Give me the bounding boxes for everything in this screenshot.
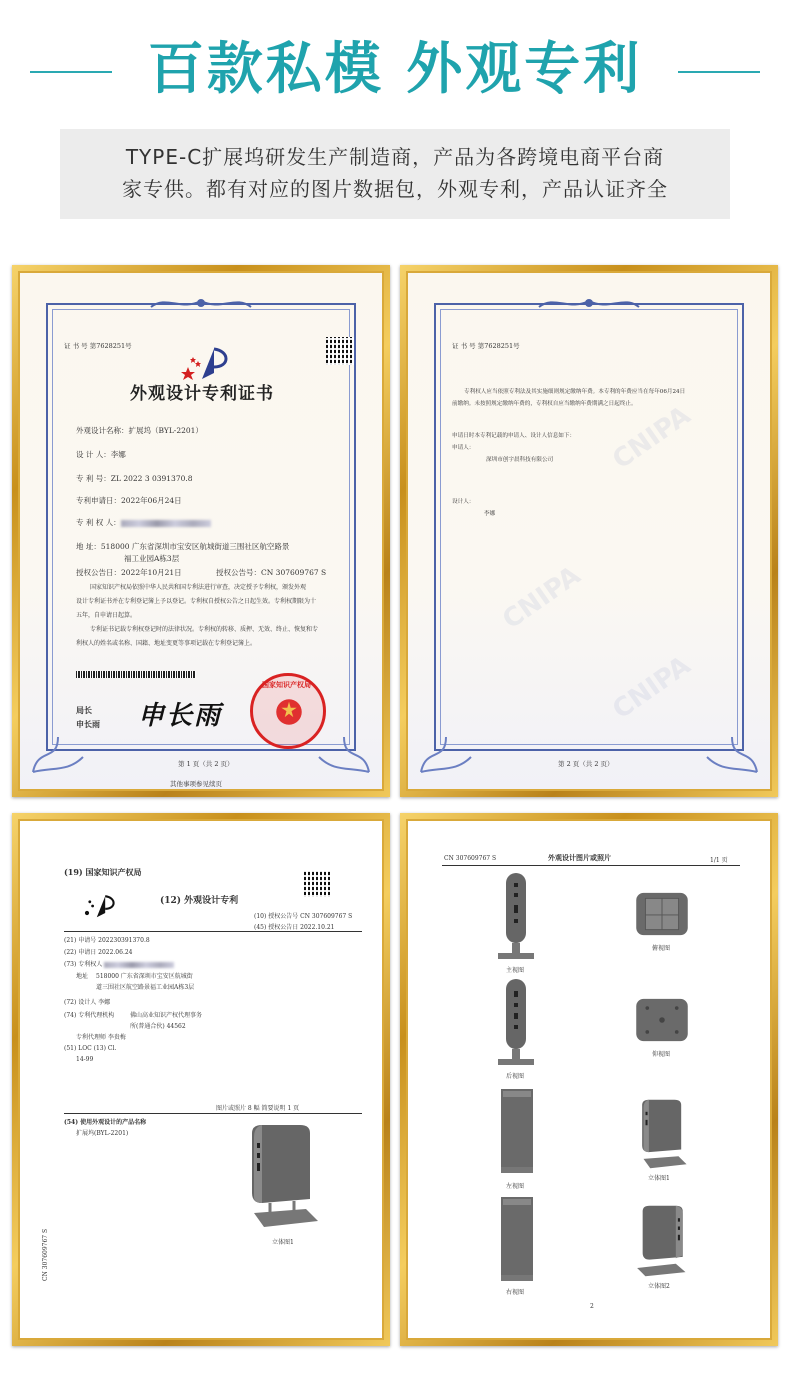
- patent-holder-label: 专 利 权 人：: [76, 518, 121, 527]
- agency-line-1: 佛山高业知识产权代理事务: [130, 1012, 203, 1019]
- side-code: CN 307609767 S: [42, 1228, 49, 1281]
- grant-date: (45) 授权公告日 2022.10.21: [254, 924, 335, 931]
- fee-line-2: 前缴纳。未按照规定缴纳年费的，专利权自应当缴纳年费期满之日起终止。: [452, 401, 637, 407]
- views-code: CN 307609767 S: [444, 855, 497, 862]
- cnipa-logo-icon: [80, 891, 122, 921]
- designer-label: 设计人：: [452, 499, 475, 505]
- body-line: 专利证书记载专利权登记时的法律状况。专利权的转移、质押、无效、终止、恢复和专: [90, 626, 319, 633]
- certificate-frame-2: [400, 265, 778, 797]
- perspective-2-icon: [634, 1203, 690, 1279]
- intro-box: [60, 129, 730, 219]
- product-label: (54) 使用外观设计的产品名称: [64, 1119, 147, 1126]
- blurred-holder-name: [121, 520, 211, 527]
- cert-number: 证 书 号 第7628251号: [64, 342, 132, 350]
- divider: [442, 865, 740, 866]
- ornament-corner-icon: [702, 717, 762, 777]
- ornament-corner-icon: [314, 717, 374, 777]
- loc-class: (51) LOC (13) Cl.: [64, 1045, 117, 1052]
- patent-number: 专 利 号：ZL 2022 3 0391370.8: [76, 474, 193, 483]
- page-title: 百款私模 外观专利: [147, 37, 643, 102]
- patent-holder-label: (73) 专利权人: [64, 961, 103, 968]
- seal-text: 国家知识产权局: [262, 680, 311, 689]
- watermark-text: CNIPA: [497, 560, 587, 636]
- agency-line-2: 所(普通合伙) 44562: [130, 1023, 186, 1030]
- address-label: 地址: [76, 973, 89, 980]
- agency-label: (74) 专利代理机构: [64, 1012, 115, 1019]
- bottom-view-icon: [634, 997, 690, 1043]
- intro-line-2: 家专供。都有对应的图片数据包，外观专利，产品认证齐全: [122, 177, 668, 201]
- left-view-icon: [496, 1087, 538, 1177]
- certificate-page-2: [408, 273, 770, 789]
- caption-front: 主视图: [506, 967, 525, 974]
- loc-value: 14-99: [76, 1056, 94, 1063]
- divider: [64, 931, 362, 932]
- divider: [64, 1113, 362, 1114]
- grant-number: (10) 授权公告号 CN 307609767 S: [254, 913, 353, 920]
- watermark-text: CNIPA: [607, 400, 697, 476]
- right-view-icon: [496, 1195, 538, 1285]
- gazette-page: [20, 821, 382, 1338]
- blurred-holder-name: [104, 962, 174, 968]
- body-line: 国家知识产权局依照中华人民共和国专利法进行审查，决定授予专利权，颁发外观: [90, 584, 307, 591]
- applicant-name: 深圳市创宇晨科技有限公司: [486, 457, 554, 463]
- body-line: 设计专利证书并在专利登记簿上予以登记。专利权自授权公告之日起生效。专利权期限为十: [76, 598, 317, 605]
- address-line-2: 道三围社区航空路景福工业园A栋3层: [96, 984, 195, 991]
- designer: 设 计 人：李娜: [76, 450, 126, 459]
- designer-name: 李娜: [484, 511, 496, 517]
- grant-date: 授权公告日：2022年10月21日: [76, 568, 182, 577]
- patent-holder: [64, 959, 174, 968]
- national-emblem-icon: [272, 695, 306, 729]
- gazette-frame: [12, 813, 390, 1346]
- ornament-top-icon: [146, 295, 256, 313]
- back-view-icon: [496, 977, 536, 1067]
- barcode-icon: [76, 671, 196, 678]
- caption-top: 俯视图: [652, 945, 671, 952]
- application-date: (22) 申请日 2022.06.24: [64, 949, 133, 956]
- summary: 图片或照片 8 幅 简要说明 1 页: [216, 1105, 300, 1112]
- body-line: 利权人的姓名或名称、国籍、地址变更等事项记载在专利登记簿上。: [76, 640, 257, 647]
- ornament-corner-icon: [416, 717, 476, 777]
- cert-number: 证 书 号 第7628251号: [452, 342, 520, 350]
- qr-code-icon: [304, 871, 330, 897]
- office-name: (19) 国家知识产权局: [64, 867, 142, 877]
- certificate-body: [76, 581, 366, 651]
- design-name: 外观设计名称：扩展坞（BYL-2201）: [76, 426, 203, 435]
- views-page-number: 2: [590, 1303, 594, 1310]
- caption-perspective-2: 立体图2: [648, 1283, 670, 1290]
- caption-bottom: 仰视图: [652, 1051, 671, 1058]
- patent-type: (12) 外观设计专利: [160, 896, 239, 906]
- director-title: 局长: [76, 705, 92, 715]
- record-note: 申请日时本专利记载的申请人、设计人信息如下：: [452, 433, 576, 439]
- footer-note: 其他事项参见续页: [170, 780, 222, 788]
- product-perspective-icon: [240, 1121, 320, 1231]
- designer: (72) 设计人 李娜: [64, 999, 111, 1006]
- grant-number: 授权公告号：CN 307609767 S: [216, 568, 327, 577]
- ornament-top-icon: [534, 295, 644, 313]
- patent-holder: [76, 517, 211, 528]
- director-signature: 申长雨: [138, 701, 223, 731]
- address-line-1: 地 址：518000 广东省深圳市宝安区航城街道三围社区航空路景: [76, 542, 290, 551]
- caption-perspective-1: 立体图1: [648, 1175, 670, 1182]
- intro-line-1: TYPE-C扩展坞研发生产制造商，产品为各跨境电商平台商: [125, 145, 665, 169]
- patent-agent: 专利代理师 李贵梅: [76, 1034, 126, 1041]
- official-seal: [250, 673, 326, 749]
- top-view-icon: [634, 891, 690, 937]
- filing-date: 专利申请日：2022年06月24日: [76, 496, 182, 505]
- page-number: 第 2 页（共 2 页）: [558, 760, 614, 768]
- application-number: (21) 申请号 202230391370.8: [64, 937, 150, 944]
- fee-line-1: 专利权人应当依照专利法及其实施细则规定缴纳年费。本专利的年费应当在每年06月24日: [464, 389, 686, 395]
- address-line-2: 福工业园A栋3层: [124, 554, 180, 563]
- caption-left: 左视图: [506, 1183, 525, 1190]
- certificate-title: 外观设计专利证书: [130, 384, 274, 404]
- perspective-1-icon: [634, 1097, 688, 1171]
- qr-code-icon: [326, 337, 354, 365]
- views-page-count: 1/1 页: [710, 857, 728, 864]
- cnipa-logo-icon: [178, 343, 238, 383]
- product-name: 扩展坞(BYL-2201): [76, 1130, 129, 1137]
- views-page: [408, 821, 770, 1338]
- views-frame: [400, 813, 778, 1346]
- watermark-text: CNIPA: [607, 650, 697, 726]
- address-line-1: 518000 广东省深圳市宝安区航城街: [96, 973, 193, 980]
- caption-right: 右视图: [506, 1289, 525, 1296]
- views-title: 外观设计图片或照片: [548, 853, 611, 862]
- front-view-icon: [496, 871, 536, 961]
- view-caption: 立体图1: [272, 1239, 294, 1246]
- certificate-frame-1: [12, 265, 390, 797]
- certificate-border: [434, 303, 744, 751]
- caption-back: 后视图: [506, 1073, 525, 1080]
- director-name: 申长雨: [76, 719, 100, 729]
- applicant-label: 申请人：: [452, 445, 475, 451]
- certificate-page-1: [20, 273, 382, 789]
- body-line: 五年，自申请日起算。: [76, 612, 137, 619]
- page-number: 第 1 页（共 2 页）: [178, 760, 234, 768]
